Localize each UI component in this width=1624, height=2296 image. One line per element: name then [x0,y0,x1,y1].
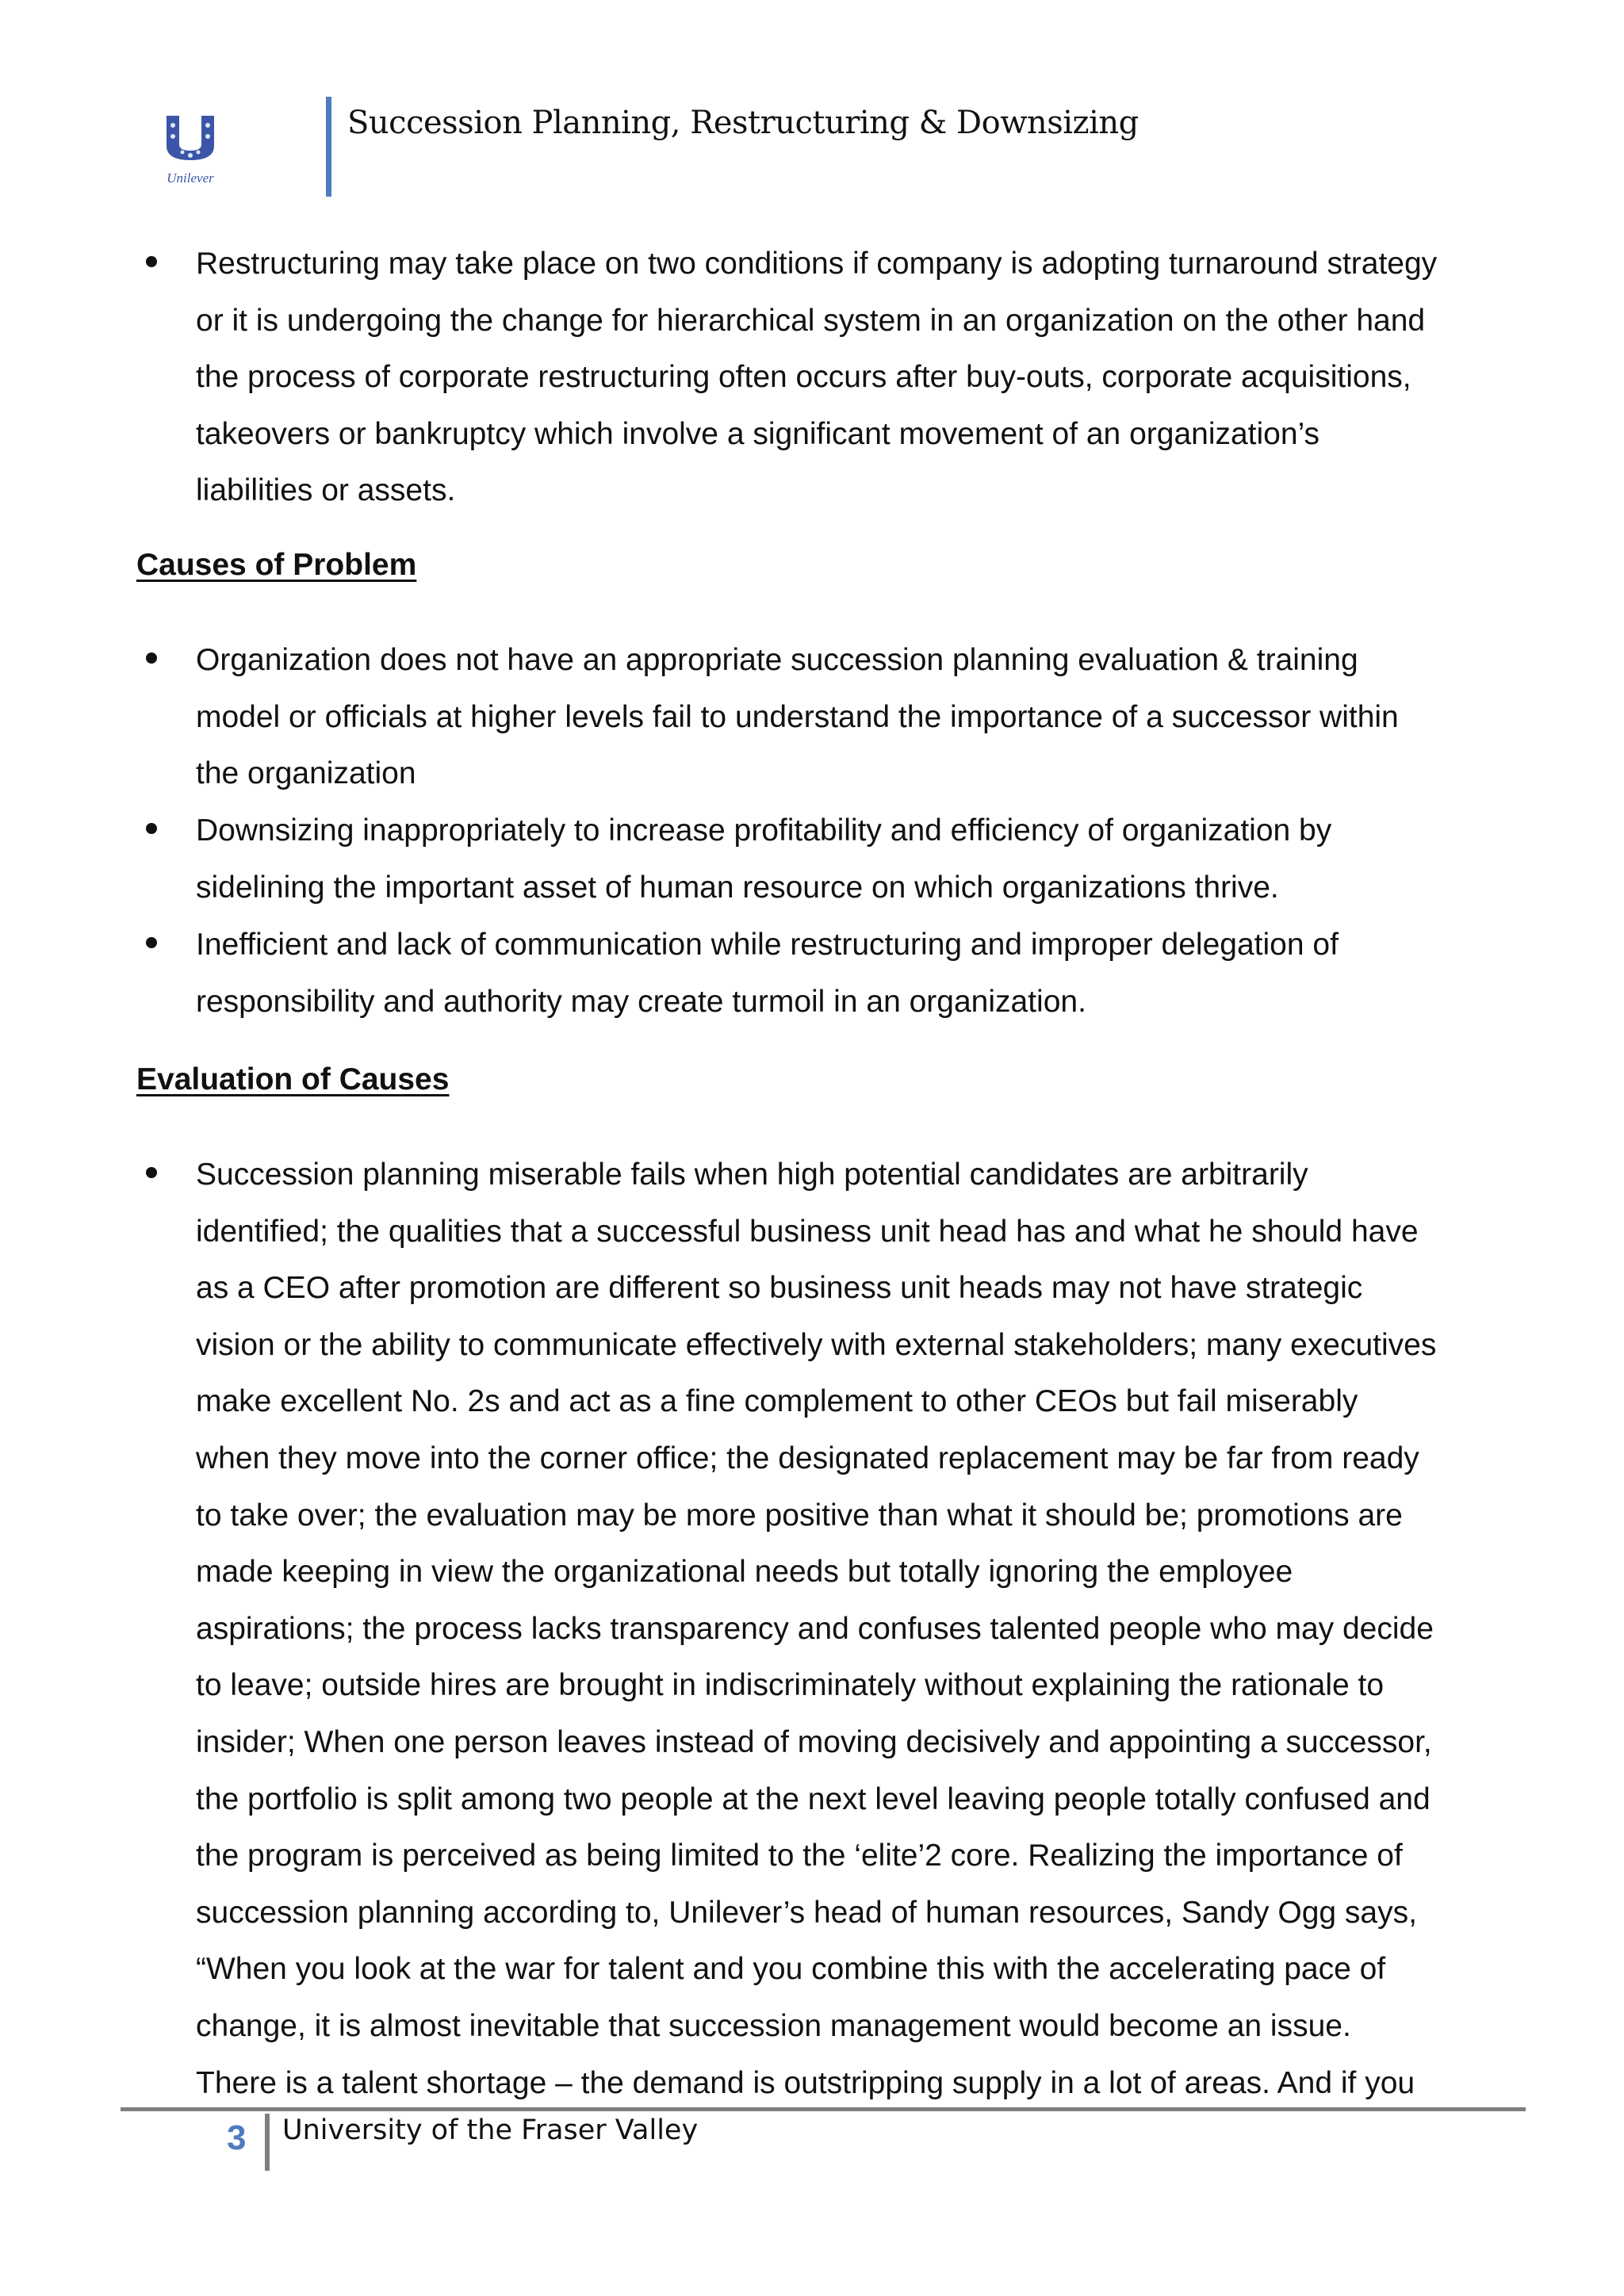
paragraph-text: Inefficient and lack of communication while restructuring and improper delegation of responsibility and authority may create turmoil in an organization. [196,928,1339,1019]
page-number: 3 [227,2118,247,2157]
document-header-title: Succession Planning, Restructuring & Downsizing [347,105,1139,141]
section-heading-causes: Causes of Problem [136,548,417,582]
bullet-icon [146,652,157,664]
bullet-icon [146,823,157,834]
footer-divider [121,2107,1526,2111]
logo-wordmark: Unilever [167,170,214,186]
paragraph-text: Restructuring may take place on two conditions if company is adopting turnaround strategy or it is undergoing the change for hierarchical system in an organization on the other hand the process of corporate restructuring often occurs after buy-outs, corporate acquisitions, takeovers or bankruptcy which involve a significant movement of an organization’s liabilities or assets. [196,247,1438,508]
paragraph-text: Organization does not have an appropriate succession planning evaluation & training model or officials at higher levels fail to understand the importance of a successor within the organization [196,643,1399,791]
paragraph-text: Downsizing inappropriately to increase profitability and efficiency of organization by sidelining the important asset of human resource on which organizations thrive. [196,813,1332,905]
bullet-icon [146,256,157,267]
paragraph-text: Succession planning miserable fails when high potential candidates are arbitrarily identified; the qualities that a successful business unit head has and what he should have as a CEO after promotion are different so business unit heads may not have strategic vision or the ability to communicate effectively with external stakeholders; many executives make excellent No. 2s and act as a fine complement to other CEOs but fail miserably when they move into the corner office; the designated replacement may be far from ready to take over; the evaluation may be more positive than what it should be; promotions are made keeping in view the organizational needs but totally ignoring the employee aspirations; the process lacks transparency and confuses talented people who may decide to leave; outside hires are brought in indiscriminately without explaining the rationale to insider; When one person leaves instead of moving decisively and appointing a successor, the portfolio is split among two people at the next level leaving people totally confused and the program is perceived as being limited to the ‘elite’2 core. Realizing the importance of succession planning according to, Unilever’s head of human resources, Sandy Ogg says, “When you look at the war for talent and you combine this with the accelerating pace of change, it is almost inevitable that succession management would become an issue. There is a talent shortage – the demand is outstripping supply in a lot of areas. And if you [196,1158,1437,2100]
footer-institution: University of the Fraser Valley [282,2114,699,2146]
unilever-logo [149,111,232,190]
footer-vertical-divider [265,2114,270,2171]
bullet-icon [146,937,157,948]
bullet-icon [146,1167,157,1178]
section-heading-evaluation: Evaluation of Causes [136,1062,450,1096]
header-divider [326,97,331,197]
